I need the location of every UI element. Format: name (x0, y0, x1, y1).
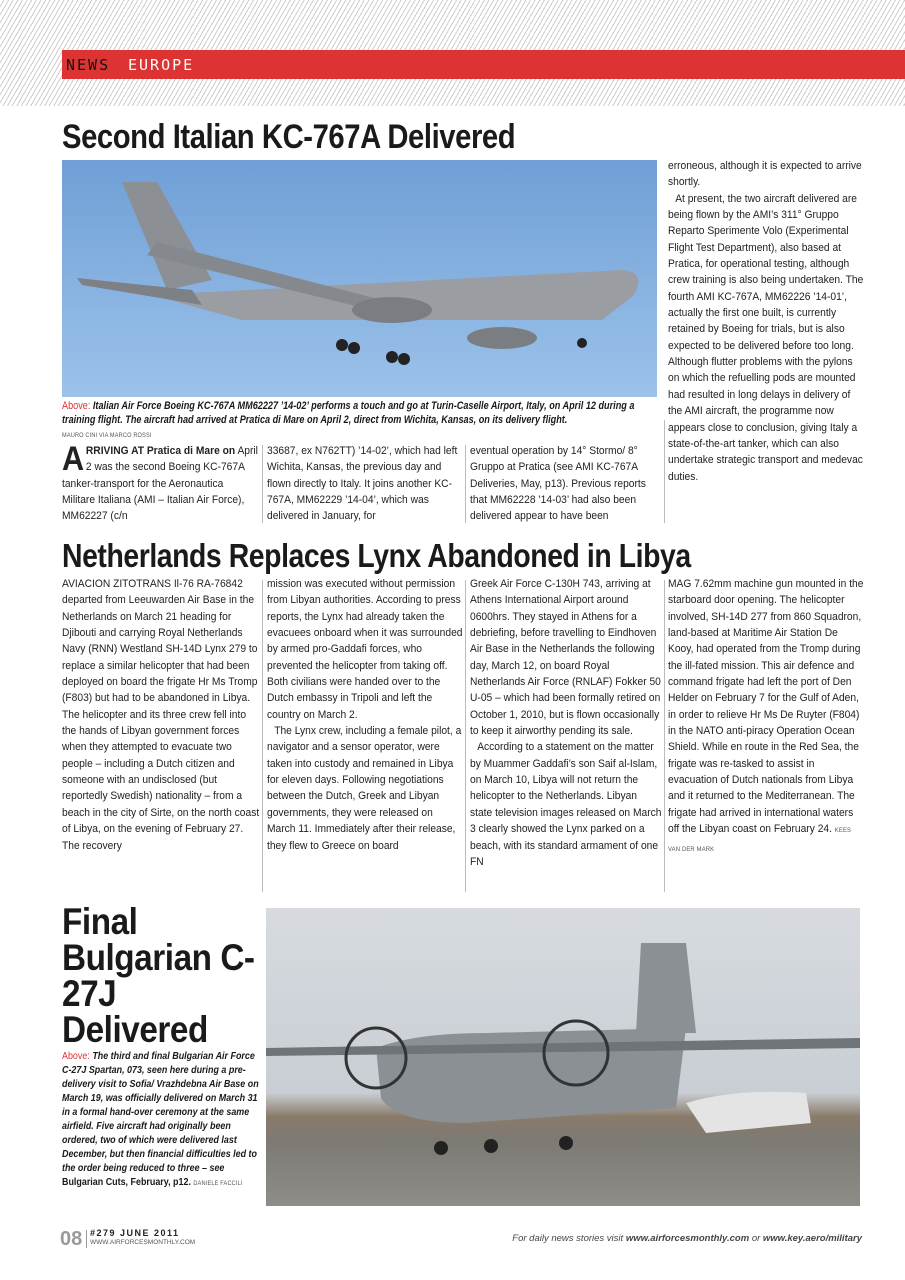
article1-title: Second Italian KC-767A Delivered (62, 118, 516, 156)
page-number: 08 (60, 1228, 83, 1250)
footer-site: WWW.AIRFORCESMONTHLY.COM (90, 1239, 196, 1246)
body-paragraph: According to a statement on the matter by Muammer Gaddafi’s son Saif al-Islam, on March 10, Libya will not return the helicopter to the Netherlands. Libyan state television images released on March 3 clearly showed the Lynx parked on a beach, with its standard armament of one FN (470, 741, 662, 868)
body-text: April 2 was the second Boeing KC-767A tanker-transport for the Aeronautica Militare Italiana (AMI – Italian Air Force), MM62227 (c/n (62, 445, 258, 523)
region-label: EUROPE (128, 56, 195, 74)
kc767-photo (62, 160, 657, 397)
article1-column-2: 33687, ex N762TT) ’14-02’, which had left Wichita, Kansas, the previous day and flown directly to Italy. It joins another KC-767A, MM62229 ’14-04’, which was delivered in January, for (267, 445, 458, 523)
column-divider (262, 580, 263, 892)
page-footer (60, 1228, 862, 1250)
c27j-photo (266, 908, 860, 1206)
body-paragraph: erroneous, although it is expected to arrive shortly. (668, 160, 862, 189)
caption-text: The third and final Bulgarian Air Force C-27J Spartan, 073, seen here during a pre-delivery visit to Sofia/ Vrazhdebna Air Base on March 19, was officially delivered on March 31 in a formal hand-over ceremony at the same airfield. Five aircraft had originally been ordered, two of which were delivered last December, but then financial difficulties led to the order being reduced to three – see (62, 1051, 259, 1174)
article3-caption (62, 1050, 262, 1191)
body-paragraph: Greek Air Force C-130H 743, arriving at Athens International Airport around 0600hrs. They stayed in Athens for a debriefing, before travelling to Eindhoven Air Base in the Netherlands the following day, March 12, on board Royal Netherlands Air Force (RNLAF) Fokker 50 U-05 – which had been formally retired on October 1, 2010, but is flown occasionally to keep it airworthy pending its sale. (470, 578, 661, 738)
article2-column-2 (267, 576, 463, 854)
section-label: NEWS (66, 56, 111, 74)
article1-column-4 (668, 158, 864, 485)
caption-prefix: Above: (62, 1051, 90, 1062)
lead-in: RRIVING AT Pratica di Mare on (85, 445, 236, 457)
promo-or: or (751, 1233, 761, 1244)
caption-text: Italian Air Force Boeing KC-767A MM62227 ’14-02’ performs a touch and go at Turin-Caselle Airport, Italy, on April 12 during a training flight. The aircraft had arrived at Pratica di Mare on April 2, direct from Wichita, Kansas, on its delivery flight. (62, 400, 635, 426)
kc767-aircraft-illustration (62, 160, 657, 397)
body-paragraph: At present, the two aircraft delivered are being flown by the AMI’s 311° Gruppo Reparto Sperimente Volo (Experimental Flight Test Department), also based at Pratica, for operational testing, although crew training is also being undertaken. The fourth AMI KC-767A, MM62226 ’14-01’, actually the first one built, is currently retained by Boeing for trials, but is also expected to be delivered before too long. Although flutter problems with the pylons on which the refuelling pods are mounted had resulted in long delays in delivery of the AMI aircraft, the programme now appears close to conclusion, giving Italy a state-of-the-art tanker, which can also undertake strategic transport and medevac duties. (668, 192, 864, 483)
author-credit: KEES VAN DER MARK (668, 827, 852, 853)
drop-cap: A (62, 440, 85, 478)
photo-credit: MAURO CINI VIA MARCO ROSSI (62, 432, 152, 439)
section-banner (62, 50, 905, 79)
column-divider (465, 445, 466, 523)
body-text: MAG 7.62mm machine gun mounted in the starboard door opening. The helicopter involved, SH-14D 277 from 860 Squadron, land-based at Maritime Air Station De Kooy, had operated from the Tromp during the ill-fated mission. This air defence and command frigate had left the port of Den Helder on February 7 for the Gulf of Aden, in order to relieve Hr Ms De Ruyter (F804) in the NATO anti-piracy Operation Ocean Shield. While en route in the Red Sea, the frigate was re-tasked to assist in evacuation of Dutch nationals from Libya and it returned to the Mediterranean. The frigate had arrived in international waters off the Libyan coast on February 24. (668, 578, 864, 836)
promo-text: For daily news stories visit (512, 1233, 624, 1244)
article2-column-1: AVIACION ZITOTRANS Il-76 RA-76842 departed from Leeuwarden Air Base in the Netherlands on March 21 heading for Djibouti and carrying Royal Netherlands Navy (RNN) Westland SH-14D Lynx 279 to replace a similar helicopter that had been deployed on board the frigate Hr Ms Tromp (F803) but had to be abandoned in Libya. The helicopter and its three crew fell into the hands of Libyan government forces when they attempted to evacuate two people – including a Dutch citizen and someone with an undisclosed (but reportedly Swedish) nationality – from a beach in the city of Sirte, on the north coast of Libya, on the evening of February 27. The recovery (62, 578, 260, 852)
body-paragraph: mission was executed without permission from Libyan authorities. According to press reports, the Lynx had already taken the evacuees onboard when it was surrounded by armed pro-Gaddafi forces, who prevented the helicopter from taking off. Both civilians were handed over to the Dutch embassy in Tripoli and left the country on March 2. (267, 578, 463, 721)
article1-caption (62, 399, 661, 443)
column-divider (465, 580, 466, 892)
caption-reference: Bulgarian Cuts, February, p12. (62, 1177, 191, 1188)
article1-column-3: eventual operation by 14° Stormo/ 8° Gruppo at Pratica (see AMI KC-767A Deliveries, May, p13). Previous reports that MM62228 ’14-03’ had also been delivered appear to have been (470, 445, 646, 523)
article2-title: Netherlands Replaces Lynx Abandoned in Libya (62, 537, 691, 574)
column-divider (664, 420, 665, 523)
body-paragraph: The Lynx crew, including a female pilot, a navigator and a sensor operator, were taken into custody and remained in Libya for eleven days. Following negotiations between the Dutch, Greek and Libyan governments, they were released on March 11. Immediately after their release, they flew to Greece on board (267, 725, 462, 852)
photo-credit: DANIELE FACCILI (193, 1180, 243, 1187)
article3-title: Final Bulgarian C-27J Delivered (62, 901, 255, 1050)
c27j-aircraft-illustration (266, 908, 860, 1206)
issue-label: #279 JUNE 2011 (90, 1228, 180, 1238)
footer-link-airforcesmonthly[interactable]: www.airforcesmonthly.com (625, 1233, 750, 1244)
article1-column-1 (62, 440, 258, 525)
column-divider (262, 445, 263, 523)
caption-prefix: Above: (62, 400, 91, 412)
footer-link-keyaero[interactable]: www.key.aero/military (762, 1233, 862, 1244)
footer-promo (512, 1233, 862, 1244)
footer-divider (86, 1230, 87, 1248)
article2-column-4 (668, 576, 864, 858)
article2-column-3 (470, 576, 662, 870)
column-divider (664, 580, 665, 892)
